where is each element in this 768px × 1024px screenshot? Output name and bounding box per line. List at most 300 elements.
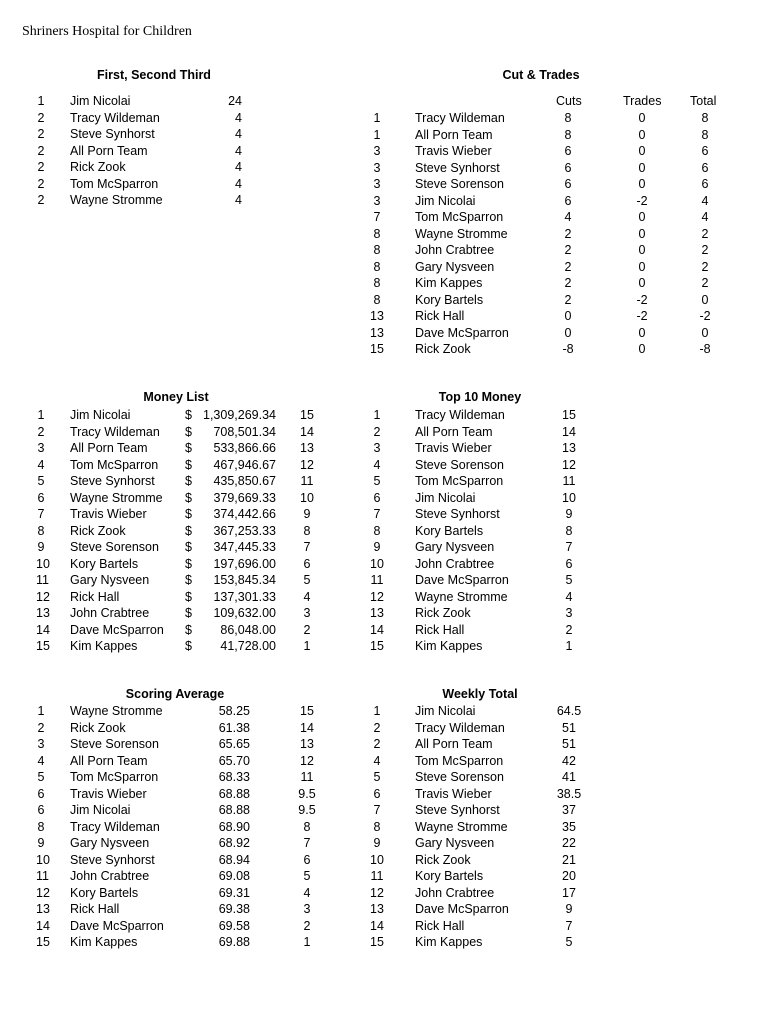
table-rows [369,407,669,655]
table-row [36,720,336,737]
table-row [369,835,669,852]
table-row [36,159,336,176]
value-cell: 37 [562,803,576,817]
table-row [36,473,336,490]
value-cell: 4 [565,589,573,604]
name-cell: Travis Wieber [70,786,147,801]
trades-cell: 0 [638,177,646,191]
value-cell: 3 [565,606,573,620]
name-cell: Steve Synhorst [415,803,500,817]
points-cell: 1 [303,639,311,653]
trades-cell: 0 [638,342,646,356]
rank-cell: 15 [370,342,384,356]
total-cell: 6 [701,144,709,158]
points-cell: 1 [303,935,311,949]
average-cell: 68.33 [218,770,250,784]
table-row [369,341,729,358]
rank-cell: 4 [37,753,45,768]
total-cell: 2 [701,243,709,257]
rank-cell: 12 [36,589,50,604]
rank-cell: 2 [37,160,45,174]
name-cell: Jim Nicolai [70,803,131,817]
name-cell: Steve Synhorst [415,507,500,521]
rank-cell: 2 [37,720,45,735]
rank-cell: 9 [373,836,381,850]
points-cell: 15 [300,408,314,422]
average-cell: 69.38 [218,902,250,916]
table-row [36,424,336,441]
currency-cell: $ [185,424,192,439]
table-row [369,523,669,540]
cut-trades-section [369,68,729,368]
rank-cell: 12 [36,885,50,900]
name-cell: John Crabtree [415,243,495,257]
name-cell: Wayne Stromme [415,589,508,604]
average-cell: 58.25 [218,704,250,718]
amount-cell: 197,696.00 [213,556,276,571]
name-cell: Kim Kappes [415,639,483,653]
amount-cell: 1,309,269.34 [203,408,276,422]
rank-cell: 15 [370,639,384,653]
points-cell: 3 [303,606,311,620]
rank-cell: 6 [37,803,45,817]
table-row [36,819,336,836]
currency-cell: $ [185,622,192,637]
points-cell: 5 [303,573,311,587]
value-cell: 4 [235,176,242,191]
rank-cell: 6 [373,490,381,505]
name-cell: Dave McSparron [415,573,509,587]
rank-cell: 8 [373,292,381,307]
amount-cell: 347,445.33 [213,540,276,554]
value-cell: 5 [565,935,573,949]
name-cell: All Porn Team [415,127,493,142]
currency-cell: $ [185,540,192,554]
average-cell: 69.08 [218,869,250,883]
name-cell: Rick Hall [70,589,120,604]
name-cell: Kory Bartels [415,523,484,538]
rank-cell: 13 [36,902,50,916]
table-row [36,852,336,869]
points-cell: 11 [300,474,314,488]
table-row [369,885,669,902]
table-row [36,506,336,523]
rank-cell: 3 [37,441,45,455]
cuts-column-header: Cuts [556,94,582,108]
name-cell: Kim Kappes [415,276,483,290]
points-cell: 9 [303,507,311,521]
rank-cell: 8 [37,523,45,538]
name-cell: Steve Sorenson [70,737,159,751]
points-cell: 7 [303,540,311,554]
trades-cell: 0 [638,259,646,274]
rank-cell: 5 [37,770,45,784]
name-cell: Jim Nicolai [415,193,476,208]
table-row [369,506,669,523]
total-cell: 0 [701,325,709,340]
rank-cell: 8 [373,819,381,834]
currency-cell: $ [185,556,192,571]
rank-cell: 12 [370,589,384,604]
currency-cell: $ [185,474,192,488]
rank-cell: 13 [370,902,384,916]
amount-cell: 137,301.33 [213,589,276,604]
amount-cell: 367,253.33 [213,523,276,538]
table-row [369,934,669,951]
average-cell: 69.88 [218,935,250,949]
table-row [369,259,729,276]
currency-cell: $ [185,589,192,604]
points-cell: 3 [303,902,311,916]
trades-cell: 0 [638,111,646,125]
currency-cell: $ [185,457,192,472]
first-second-third-section [36,68,336,218]
points-cell: 9.5 [298,786,316,801]
rank-cell: 9 [373,540,381,554]
points-cell: 2 [303,622,311,637]
rank-cell: 3 [373,177,381,191]
table-row [369,622,669,639]
name-cell: Rick Zook [70,523,126,538]
cuts-cell: 2 [564,292,572,307]
points-cell: 9.5 [298,803,316,817]
section-title: First, Second Third [97,68,211,82]
weekly-total-section [369,687,669,957]
trades-column-header: Trades [623,94,662,108]
cuts-cell: 6 [564,193,572,208]
table-row [369,901,669,918]
rank-cell: 14 [36,918,50,933]
points-cell: 2 [303,918,311,933]
rank-cell: 1 [373,127,381,142]
name-cell: Wayne Stromme [415,226,508,241]
trades-cell: -2 [636,309,648,323]
table-row [36,835,336,852]
name-cell: Kory Bartels [415,292,484,307]
scoring-average-section [36,687,336,957]
rank-cell: 13 [36,606,50,620]
value-cell: 51 [562,737,576,751]
name-cell: Rick Hall [415,622,465,637]
trades-cell: 0 [638,276,646,290]
points-cell: 6 [303,556,311,571]
table-row [369,802,669,819]
rank-cell: 11 [36,573,49,587]
total-cell: 8 [701,111,709,125]
name-cell: Steve Synhorst [70,852,155,867]
value-cell: 51 [562,720,576,735]
name-cell: Tracy Wildeman [415,720,505,735]
name-cell: Kory Bartels [70,556,139,571]
table-row [369,110,729,127]
table-row [369,819,669,836]
name-cell: Tracy Wildeman [415,408,505,422]
average-cell: 68.94 [218,852,250,867]
name-cell: Jim Nicolai [415,490,476,505]
points-cell: 13 [300,737,314,751]
currency-cell: $ [185,606,192,620]
name-cell: Tracy Wildeman [415,111,505,125]
name-cell: Kory Bartels [415,869,484,883]
name-cell: Rick Hall [70,902,120,916]
rank-cell: 13 [370,606,384,620]
total-cell: 2 [701,259,709,274]
table-row [36,407,336,424]
rank-cell: 7 [373,210,381,224]
name-cell: All Porn Team [70,753,148,768]
average-cell: 69.31 [218,885,250,900]
cuts-cell: 8 [564,111,572,125]
name-cell: Jim Nicolai [70,408,131,422]
table-row [369,275,729,292]
rank-cell: 2 [37,127,45,141]
rank-cell: 8 [37,819,45,834]
total-cell: 8 [701,127,709,142]
name-cell: John Crabtree [70,606,150,620]
points-cell: 4 [303,885,311,900]
value-cell: 9 [565,507,573,521]
value-cell: 7 [565,918,573,933]
rank-cell: 3 [373,144,381,158]
name-cell: Jim Nicolai [70,94,131,108]
rank-cell: 1 [37,704,45,718]
table-row [369,589,669,606]
name-cell: Rick Zook [415,606,471,620]
average-cell: 68.88 [218,786,250,801]
name-cell: Jim Nicolai [415,704,476,718]
average-cell: 68.88 [218,803,250,817]
value-cell: 42 [562,753,576,768]
name-cell: Tom McSparron [70,770,159,784]
value-cell: 41 [562,770,576,784]
amount-cell: 153,845.34 [213,573,276,587]
name-cell: Dave McSparron [415,902,509,916]
document-title: Shriners Hospital for Children [22,24,192,39]
rank-cell: 2 [37,424,45,439]
table-row [36,556,336,573]
trades-cell: 0 [638,144,646,158]
rank-cell: 10 [36,852,50,867]
average-cell: 68.90 [218,819,250,834]
name-cell: Travis Wieber [415,441,492,455]
rank-cell: 8 [373,226,381,241]
table-row [36,110,336,127]
table-row [369,424,669,441]
money-list-section [36,390,336,660]
value-cell: 4 [235,193,242,207]
rank-cell: 9 [37,540,45,554]
rank-cell: 1 [37,94,45,108]
rank-cell: 15 [370,935,384,949]
value-cell: 14 [562,424,576,439]
rank-cell: 3 [37,737,45,751]
rank-cell: 8 [373,243,381,257]
rank-cell: 5 [373,770,381,784]
rank-cell: 9 [37,836,45,850]
points-cell: 8 [303,819,311,834]
currency-cell: $ [185,507,192,521]
table-row [369,605,669,622]
name-cell: Kory Bartels [70,885,139,900]
table-row [369,852,669,869]
table-row [36,490,336,507]
table-row [369,868,669,885]
table-row [36,192,336,209]
table-row [36,539,336,556]
rank-cell: 1 [37,408,45,422]
rank-cell: 2 [373,737,381,751]
rank-cell: 4 [37,457,45,472]
value-cell: 4 [235,110,242,125]
name-cell: Travis Wieber [70,507,147,521]
rank-cell: 13 [370,325,384,340]
name-cell: Tom McSparron [415,474,504,488]
table-row [36,703,336,720]
table-row [36,638,336,655]
name-cell: Wayne Stromme [415,819,508,834]
currency-cell: $ [185,490,192,505]
trades-cell: 0 [638,210,646,224]
rank-cell: 6 [37,490,45,505]
rank-cell: 4 [373,753,381,768]
amount-cell: 467,946.67 [213,457,276,472]
value-cell: 11 [562,474,576,488]
table-rows [36,703,336,951]
amount-cell: 435,850.67 [213,474,276,488]
name-cell: Rick Zook [70,720,126,735]
value-cell: 4 [235,160,242,174]
rank-cell: 7 [373,507,381,521]
cuts-cell: 4 [564,210,572,224]
total-cell: 2 [701,276,709,290]
name-cell: John Crabtree [415,556,495,571]
table-row [369,736,669,753]
table-row [36,572,336,589]
cuts-cell: 2 [564,259,572,274]
table-row [369,308,729,325]
rank-cell: 11 [370,869,384,883]
name-cell: Wayne Stromme [70,704,163,718]
amount-cell: 86,048.00 [220,622,276,637]
points-cell: 14 [300,720,314,735]
table-row [369,703,669,720]
name-cell: Travis Wieber [415,786,492,801]
cuts-cell: 0 [564,325,572,340]
amount-cell: 379,669.33 [213,490,276,505]
rank-cell: 14 [370,918,384,933]
rank-cell: 3 [373,193,381,208]
points-cell: 5 [303,869,311,883]
value-cell: 9 [565,902,573,916]
table-row [36,93,336,110]
name-cell: Gary Nysveen [415,836,495,850]
total-cell: -2 [699,309,711,323]
rank-cell: 10 [370,852,384,867]
currency-cell: $ [185,408,192,422]
table-row [36,176,336,193]
rank-cell: 5 [37,474,45,488]
rank-cell: 2 [37,193,45,207]
table-row [369,556,669,573]
value-cell: 10 [562,490,576,505]
table-row [369,638,669,655]
average-cell: 68.92 [218,836,250,850]
total-cell: -8 [699,342,711,356]
points-cell: 12 [300,457,314,472]
total-cell: 6 [701,177,709,191]
name-cell: Steve Sorenson [415,770,504,784]
table-row [36,802,336,819]
rank-cell: 2 [373,720,381,735]
rank-cell: 6 [37,786,45,801]
table-row [36,589,336,606]
name-cell: Tom McSparron [415,753,504,768]
points-cell: 6 [303,852,311,867]
cuts-cell: 2 [564,243,572,257]
currency-cell: $ [185,441,192,455]
amount-cell: 708,501.34 [213,424,276,439]
total-cell: 2 [701,226,709,241]
table-row [369,193,729,210]
section-title: Scoring Average [125,687,225,701]
amount-cell: 374,442.66 [213,507,276,521]
points-cell: 12 [300,753,314,768]
table-row [369,918,669,935]
table-row [36,736,336,753]
table-row [369,473,669,490]
rank-cell: 14 [36,622,50,637]
value-cell: 64.5 [556,704,582,718]
value-cell: 5 [565,573,573,587]
cuts-cell: -8 [562,342,574,356]
name-cell: All Porn Team [70,441,148,455]
table-row [369,786,669,803]
name-cell: Gary Nysveen [70,573,150,587]
table-row [369,176,729,193]
table-row [36,143,336,160]
value-cell: 1 [565,639,573,653]
name-cell: All Porn Team [415,737,493,751]
rank-cell: 8 [373,523,381,538]
name-cell: Rick Zook [415,852,471,867]
name-cell: Wayne Stromme [70,193,163,207]
value-cell: 24 [228,94,242,108]
name-cell: Steve Sorenson [70,540,159,554]
name-cell: Rick Zook [70,160,126,174]
table-row [36,126,336,143]
table-row [36,769,336,786]
rank-cell: 15 [36,935,50,949]
amount-cell: 109,632.00 [213,606,276,620]
amount-cell: 41,728.00 [220,639,276,653]
name-cell: John Crabtree [70,869,150,883]
rank-cell: 2 [37,176,45,191]
rank-cell: 5 [373,474,381,488]
points-cell: 4 [303,589,311,604]
table-row [369,143,729,160]
points-cell: 15 [300,704,314,718]
name-cell: Steve Sorenson [415,177,504,191]
amount-cell: 533,866.66 [213,441,276,455]
value-cell: 35 [562,819,576,834]
rank-cell: 13 [370,309,384,323]
table-row [36,440,336,457]
name-cell: Dave McSparron [70,918,164,933]
table-row [369,226,729,243]
rank-cell: 1 [373,111,381,125]
rank-cell: 3 [373,441,381,455]
table-row [369,325,729,342]
